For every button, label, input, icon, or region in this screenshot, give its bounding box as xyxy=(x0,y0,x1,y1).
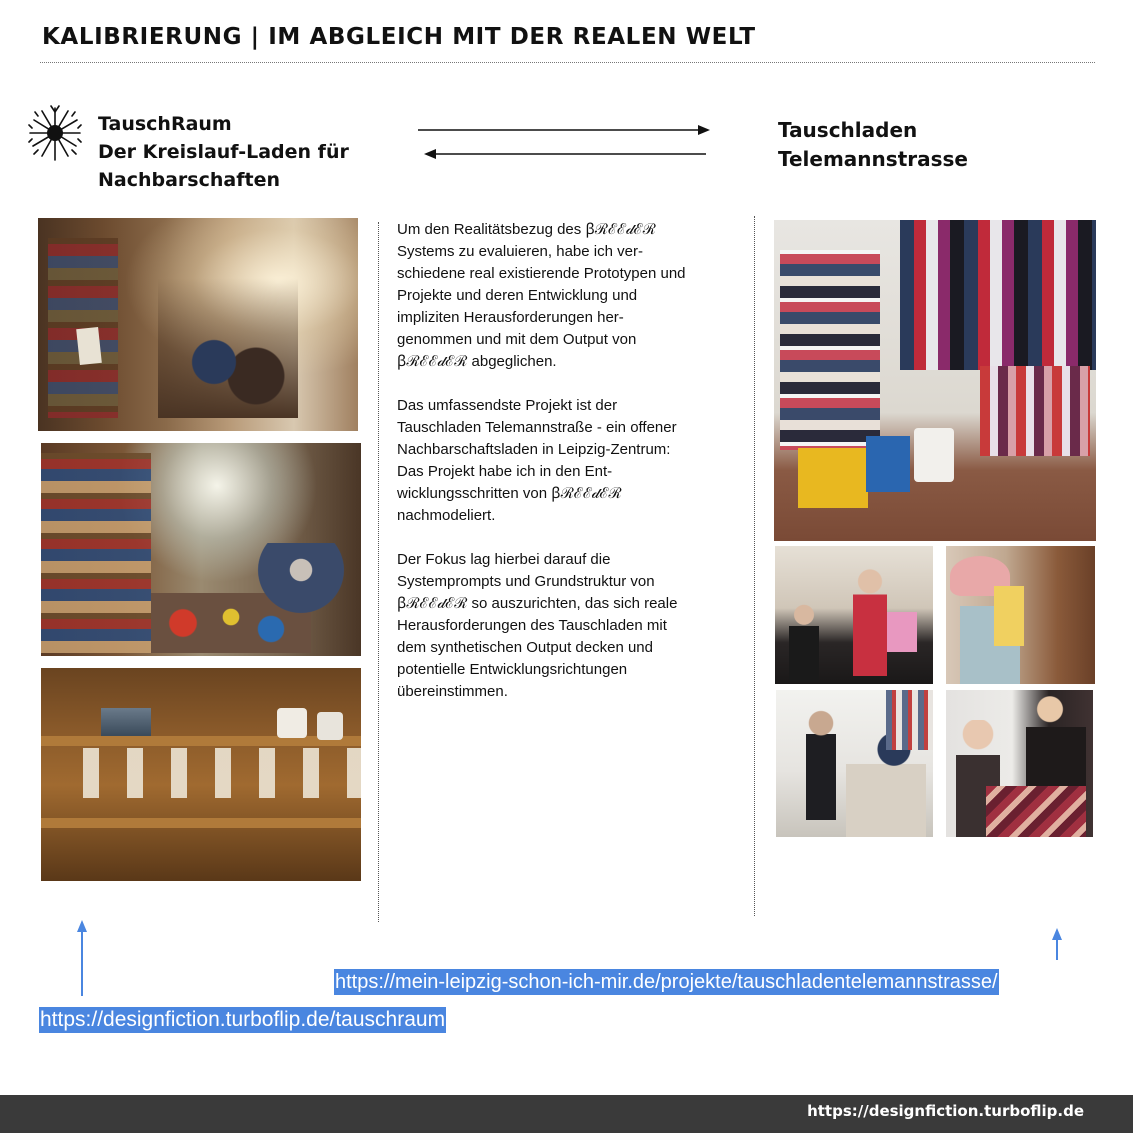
photo-tauschladen-playing xyxy=(946,690,1093,837)
tauschraum-design-link[interactable]: https://designfiction.turboflip.de/tauschraum xyxy=(40,1008,446,1031)
up-arrow-icon xyxy=(76,920,88,996)
up-arrow-icon xyxy=(1051,928,1063,960)
photo-tauschraum-visitors xyxy=(41,443,361,656)
photo-tauschraum-shelves-tags xyxy=(41,668,361,881)
body-text xyxy=(397,219,727,725)
tauschraum-logo-icon xyxy=(28,104,82,162)
photo-tauschladen-children xyxy=(946,546,1095,684)
left-project-subtitle-2: Nachbarschaften xyxy=(98,169,280,191)
photo-tauschladen-clothes-racks xyxy=(774,220,1096,541)
body-paragraph-2: Das umfassendste Projekt ist der Tauschladen Telemannstraße - ein offener Nachbarschaftsladen in Leipzig-Zentrum: Das Projekt habe ich in den Ent- wicklungsschritten von ꞵℛℰℰ𝒹ℰℛ nachmodeliert. xyxy=(397,397,677,524)
left-project-name: TauschRaum xyxy=(98,113,232,135)
photo-tauschladen-team-group xyxy=(775,546,933,684)
footer-url[interactable]: https://designfiction.turboflip.de xyxy=(807,1102,1084,1120)
tauschladen-project-link[interactable]: https://mein-leipzig-schon-ich-mir.de/projekte/tauschladentelemannstrasse/ xyxy=(335,971,998,993)
title-divider xyxy=(40,62,1095,63)
page-title: KALIBRIERUNG | IM ABGLEICH MIT DER REALEN WELT xyxy=(42,24,756,50)
photo-tauschladen-visitors xyxy=(776,690,933,837)
exchange-arrows-icon xyxy=(416,120,716,164)
right-project-line-2: Telemannstrasse xyxy=(778,147,968,171)
left-project-heading xyxy=(98,110,349,194)
right-project-line-1: Tauschladen xyxy=(778,118,918,142)
photo-tauschraum-shop-interior xyxy=(38,218,358,431)
right-project-heading xyxy=(778,116,968,174)
column-divider-left xyxy=(378,222,379,922)
body-paragraph-3: Der Fokus lag hierbei darauf die Systemprompts und Grundstruktur von ꞵℛℰℰ𝒹ℰℛ so auszurichten, das sich reale Herausforderungen des Tauschladen mit dem synthetischen Output decken und potentielle Entwicklungsrichtungen übereinstimmen. xyxy=(397,551,678,700)
column-divider-right xyxy=(754,216,755,916)
footer-bar xyxy=(0,1095,1133,1133)
body-paragraph-1: Um den Realitätsbezug des ꞵℛℰℰ𝒹ℰℛ Systems zu evaluieren, habe ich ver- schiedene real existierende Prototypen und Projekte und deren Entwicklung und impliziten Herausforderungen her- genommen und mit dem Output von ꞵℛℰℰ𝒹ℰℛ abgeglichen. xyxy=(397,221,686,370)
left-project-subtitle-1: Der Kreislauf-Laden für xyxy=(98,141,349,163)
